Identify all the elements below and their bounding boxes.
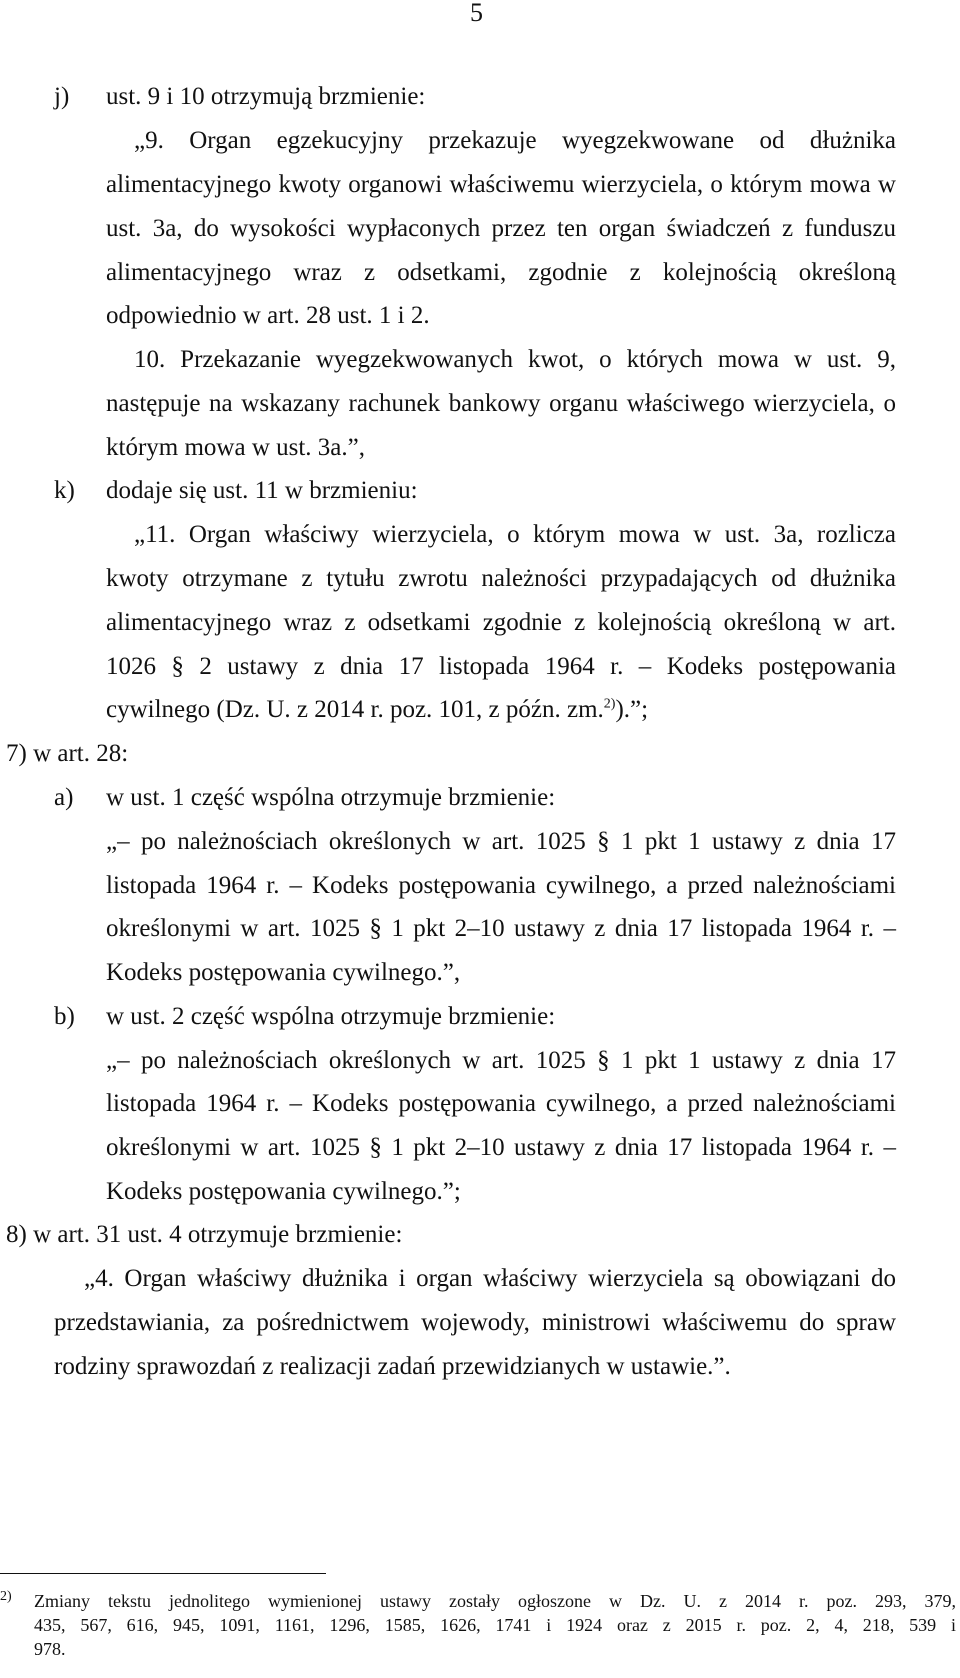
footnote-line-2: 435, 567, 616, 945, 1091, 1161, 1296, 1585, 1626, 1741 i 1924 oraz z 2015 r. poz. 2, 4, 218, 539 i [34,1615,956,1635]
para-10-line-3: którym mowa w ust. 3a.”, [106,434,365,461]
footnote-line-1: Zmiany tekstu jednolitego wymienionej ustawy zostały ogłoszone w Dz. U. z 2014 r. poz. 293, 379, [34,1591,956,1611]
item-b-text-line-3: określonymi w art. 1025 § 1 pkt 2–10 ustawy z dnia 17 listopada 1964 r. – [106,1134,896,1161]
item-a-text-line-2: listopada 1964 r. – Kodeks postępowania cywilnego, a przed należnościami [106,872,896,899]
para-9-line-2: alimentacyjnego kwoty organowi właściwemu wierzyciela, o którym mowa w [106,171,896,198]
para-9-line-1: „9. Organ egzekucyjny przekazuje wyegzekwowane od dłużnika [134,127,896,154]
para-11-line-4: 1026 § 2 ustawy z dnia 17 listopada 1964 r. – Kodeks postępowania [106,653,896,680]
item-label-j: j) [54,83,70,110]
para-4-line-2: przedstawiania, za pośrednictwem wojewody, ministrowi właściwemu do spraw [54,1309,896,1336]
para-11-line-5 [106,695,648,725]
para-11-line-2: kwoty otrzymane z tytułu zwrotu należności przypadających od dłużnika [106,565,896,592]
footnote-line-3: 978. [34,1639,66,1659]
point-8-heading: 8) w art. 31 ust. 4 otrzymuje brzmienie: [6,1221,403,1248]
para-4-line-3: rodziny sprawozdań z realizacji zadań przewidzianych w ustawie.”. [54,1353,731,1380]
para-10-line-2: następuje na wskazany rachunek bankowy organu właściwego wierzyciela, o [106,390,896,417]
para-11-closing: ).”; [615,696,649,723]
item-a-heading: w ust. 1 część wspólna otrzymuje brzmienie: [106,784,556,811]
item-b-text-line-1: „– po należnościach określonych w art. 1025 § 1 pkt 1 ustawy z dnia 17 [106,1047,896,1074]
item-b-heading: w ust. 2 część wspólna otrzymuje brzmienie: [106,1003,556,1030]
item-a-text-line-1: „– po należnościach określonych w art. 1025 § 1 pkt 1 ustawy z dnia 17 [106,828,896,855]
item-label-a: a) [54,784,74,811]
item-a-text-line-4: Kodeks postępowania cywilnego.”, [106,959,461,986]
item-k-heading: dodaje się ust. 11 w brzmieniu: [106,477,418,504]
page-number: 5 [470,0,483,27]
point-7-heading: 7) w art. 28: [6,740,129,767]
item-b-text-line-4: Kodeks postępowania cywilnego.”; [106,1178,461,1205]
footnote-ref-2: 2) [603,696,616,712]
item-a-text-line-3: określonymi w art. 1025 § 1 pkt 2–10 ustawy z dnia 17 listopada 1964 r. – [106,915,896,942]
footnote-marker: 2) [0,1589,12,1604]
para-11-citation: cywilnego (Dz. U. z 2014 r. poz. 101, z późn. zm. [106,696,604,723]
item-j-heading: ust. 9 i 10 otrzymują brzmienie: [106,83,426,110]
para-11-line-1: „11. Organ właściwy wierzyciela, o którym mowa w ust. 3a, rozlicza [134,521,896,548]
item-label-k: k) [54,477,75,504]
item-label-b: b) [54,1003,75,1030]
footnote-separator [0,1573,326,1574]
para-9-line-3: ust. 3a, do wysokości wypłaconych przez ten organ świadczeń z funduszu [106,215,896,242]
para-11-line-3: alimentacyjnego wraz z odsetkami zgodnie z kolejnością określoną w art. [106,609,896,636]
para-9-line-4: alimentacyjnego wraz z odsetkami, zgodnie z kolejnością określoną [106,259,896,286]
para-4-line-1: „4. Organ właściwy dłużnika i organ właściwy wierzyciela są obowiązani do [84,1265,896,1292]
para-10-line-1: 10. Przekazanie wyegzekwowanych kwot, o których mowa w ust. 9, [134,346,896,373]
item-b-text-line-2: listopada 1964 r. – Kodeks postępowania cywilnego, a przed należnościami [106,1090,896,1117]
para-9-line-5: odpowiednio w art. 28 ust. 1 i 2. [106,302,430,329]
